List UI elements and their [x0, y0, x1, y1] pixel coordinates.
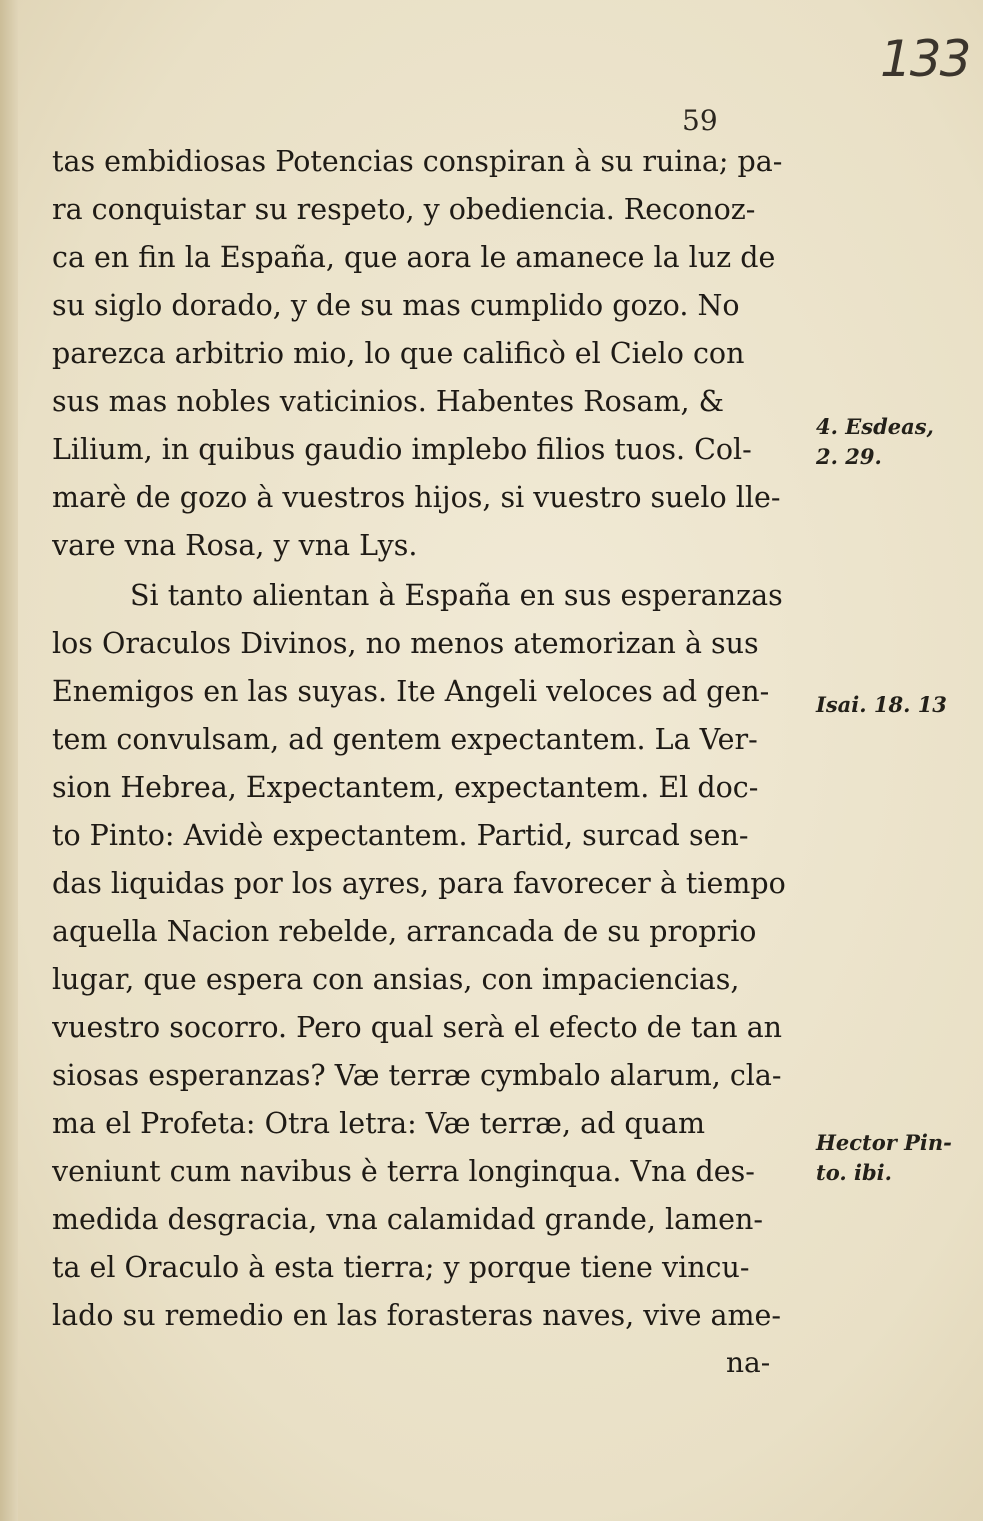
- body-line: sus mas nobles vaticinios. Habentes Rosam, &: [52, 385, 724, 418]
- body-line: los Oraculos Divinos, no menos atemorizan à sus: [52, 627, 759, 660]
- body-line: lugar, que espera con ansias, con impaciencias,: [52, 963, 740, 996]
- body-line: das liquidas por los ayres, para favorecer à tiempo: [52, 867, 786, 900]
- body-line: tem convulsam, ad gentem expectantem. La Ver-: [52, 723, 758, 756]
- body-line: vare vna Rosa, y vna Lys.: [52, 529, 418, 562]
- margin-note-esdras: [816, 412, 934, 472]
- body-line: marè de gozo à vuestros hijos, si vuestro suelo lle-: [52, 481, 781, 514]
- margin-note-line: 2. 29.: [816, 444, 882, 469]
- catchword: na-: [726, 1346, 771, 1379]
- body-line: aquella Nacion rebelde, arrancada de su proprio: [52, 915, 757, 948]
- body-line: Si tanto alientan à España en sus esperanzas: [130, 579, 783, 612]
- body-line: medida desgracia, vna calamidad grande, lamen-: [52, 1203, 763, 1236]
- page-number: 59: [682, 104, 718, 137]
- body-line: su siglo dorado, y de su mas cumplido gozo. No: [52, 289, 740, 322]
- body-line: veniunt cum navibus è terra longinqua. Vna des-: [52, 1155, 755, 1188]
- body-line: tas embidiosas Potencias conspiran à su ruina; pa-: [52, 145, 783, 178]
- body-line: Enemigos en las suyas. Ite Angeli veloces ad gen-: [52, 675, 770, 708]
- body-line: vuestro socorro. Pero qual serà el efecto de tan an: [52, 1011, 783, 1044]
- body-line: Lilium, in quibus gaudio implebo filios tuos. Col-: [52, 433, 752, 466]
- body-line: ra conquistar su respeto, y obediencia. Reconoz-: [52, 193, 756, 226]
- margin-note-hector-pinto: [816, 1128, 952, 1188]
- margin-note-isaias: [816, 690, 947, 720]
- margin-note-line: Hector Pin-: [816, 1130, 952, 1155]
- page-gutter: [0, 0, 18, 1521]
- body-line: lado su remedio en las forasteras naves, vive ame-: [52, 1299, 782, 1332]
- margin-note-line: 4. Esdeas,: [816, 414, 934, 439]
- handwritten-folio-number: 133: [880, 30, 970, 88]
- body-line: ma el Profeta: Otra letra: Væ terræ, ad quam: [52, 1107, 705, 1140]
- body-line: siosas esperanzas? Væ terræ cymbalo alarum, cla-: [52, 1059, 782, 1092]
- margin-note-line: Isai. 18. 13: [816, 692, 947, 717]
- body-line: sion Hebrea, Expectantem, expectantem. El doc-: [52, 771, 759, 804]
- body-line: ca en fin la España, que aora le amanece la luz de: [52, 241, 776, 274]
- body-line: to Pinto: Avidè expectantem. Partid, surcad sen-: [52, 819, 749, 852]
- body-line: ta el Oraculo à esta tierra; y porque tiene vincu-: [52, 1251, 750, 1284]
- margin-note-line: to. ibi.: [816, 1160, 892, 1185]
- body-line: parezca arbitrio mio, lo que calificò el Cielo con: [52, 337, 745, 370]
